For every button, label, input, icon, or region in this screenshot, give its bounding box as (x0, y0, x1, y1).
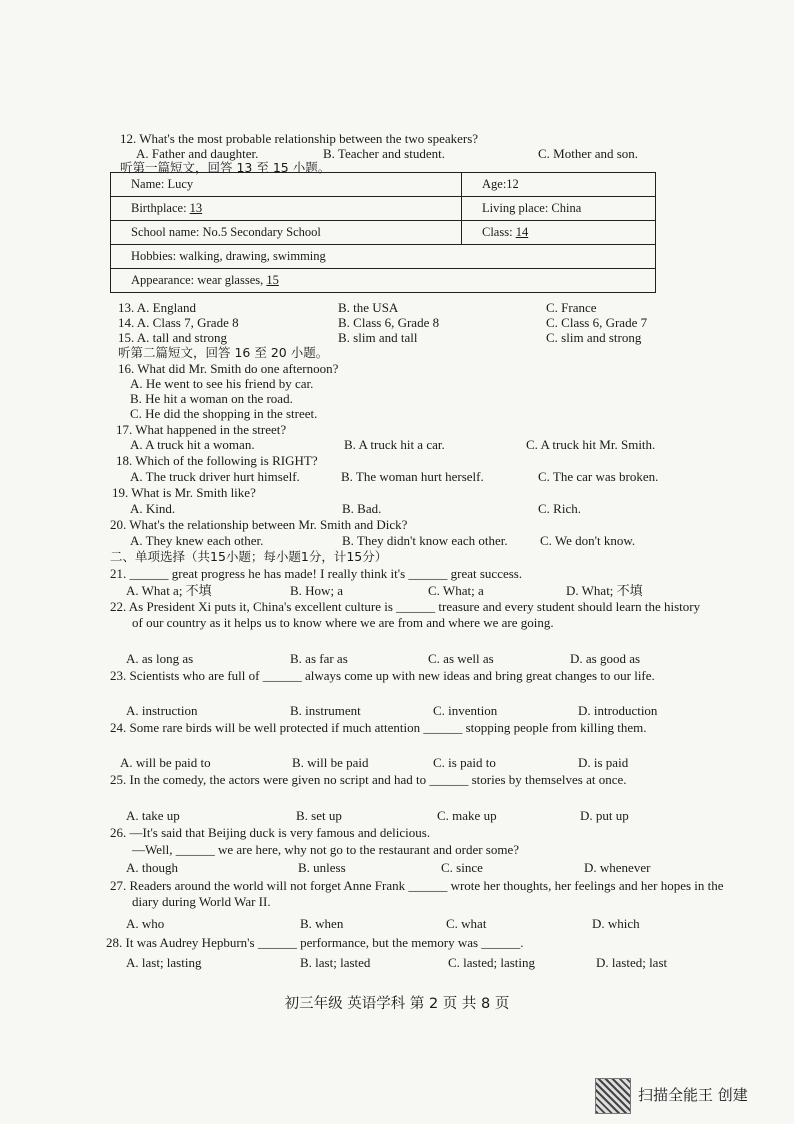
option-c: C. The car was broken. (538, 469, 659, 484)
question-16-option-b: B. He hit a woman on the road. (130, 391, 293, 406)
option-c: C. Mother and son. (538, 146, 639, 161)
option-b: B. when (300, 916, 344, 931)
option-c: C. invention (433, 703, 498, 718)
option-c: C. make up (437, 808, 497, 823)
question-28-stem: 28. It was Audrey Hepburn's ______ performance, but the memory was ______. (106, 935, 524, 950)
question-15-options (0, 330, 794, 346)
table-cell-appearance (111, 269, 656, 293)
class-label: Class: (482, 225, 516, 239)
question-25-options (0, 808, 794, 824)
question-26-stem-2: —Well, ______ we are here, why not go to the restaurant and order some? (132, 842, 520, 857)
option-c: C. What; a (428, 583, 484, 598)
option-b: B. How; a (290, 583, 344, 598)
option-a: A. instruction (126, 703, 198, 718)
table-cell-school: School name: No.5 Secondary School (111, 221, 462, 245)
option-a: A. will be paid to (120, 755, 211, 770)
option-b: B. Bad. (342, 501, 382, 516)
question-23-stem (110, 668, 712, 684)
question-27-options (0, 916, 794, 932)
question-14-options (0, 315, 794, 331)
option-a: 14. A. Class 7, Grade 8 (118, 315, 239, 330)
option-c: C. France (546, 300, 597, 315)
table-cell-name: Name: Lucy (111, 173, 462, 197)
option-a: A. They knew each other. (130, 533, 264, 548)
question-21-stem: 21. ______ great progress he has made! I really think it's ______ great success. (110, 566, 523, 581)
question-20-stem: 20. What's the relationship between Mr. Smith and Dick? (110, 517, 408, 532)
option-b: B. Teacher and student. (323, 146, 445, 161)
question-25-stem (110, 772, 732, 788)
option-b: B. will be paid (292, 755, 369, 770)
question-27-stem (110, 878, 738, 910)
option-b: B. The woman hurt herself. (341, 469, 484, 484)
question-20-options (0, 533, 794, 549)
question-17-options (0, 437, 794, 453)
option-c: C. Rich. (538, 501, 581, 516)
option-c: C. slim and strong (546, 330, 642, 345)
question-18-stem: 18. Which of the following is RIGHT? (116, 453, 318, 468)
option-a: A. as long as (126, 651, 194, 666)
option-c: C. Class 6, Grade 7 (546, 315, 648, 330)
table-cell-living: Living place: China (462, 197, 656, 221)
table-cell-birthplace (111, 197, 462, 221)
option-a: 15. A. tall and strong (118, 330, 228, 345)
question-26-options (0, 860, 794, 876)
option-a: A. A truck hit a woman. (130, 437, 255, 452)
option-c: C. since (441, 860, 483, 875)
option-a: A. who (126, 916, 165, 931)
option-c: C. is paid to (433, 755, 496, 770)
blank-13: 13 (189, 201, 203, 215)
question-22-options (0, 651, 794, 667)
question-24-stem (110, 720, 712, 736)
option-b: B. Class 6, Grade 8 (338, 315, 440, 330)
option-c: C. lasted; lasting (448, 955, 536, 970)
question-16-option-c: C. He did the shopping in the street. (130, 406, 318, 421)
option-d: D. as good as (570, 651, 641, 666)
option-b: B. slim and tall (338, 330, 418, 345)
option-c: C. as well as (428, 651, 494, 666)
option-c: C. A truck hit Mr. Smith. (526, 437, 656, 452)
question-23-text: 23. Scientists who are full of ______ always come up with new ideas and bring great changes to our life. (110, 668, 655, 683)
option-a: A. Kind. (130, 501, 176, 516)
page-footer: 初三年级 英语学科 第 2 页 共 8 页 (284, 996, 510, 1012)
question-12-stem: 12. What's the most probable relationship between the two speakers? (120, 131, 479, 146)
question-22-stem (110, 599, 701, 631)
question-19-stem: 19. What is Mr. Smith like? (112, 485, 256, 500)
scanner-qr-icon (595, 1078, 631, 1114)
option-c: C. what (446, 916, 487, 931)
question-16-stem: 16. What did Mr. Smith do one afternoon? (118, 361, 339, 376)
option-a: 13. A. England (118, 300, 196, 315)
section-2-instruction: 听第二篇短文，回答 16 至 20 小题。 (118, 345, 329, 360)
option-a: A. last; lasting (126, 955, 202, 970)
option-d: D. lasted; last (596, 955, 668, 970)
option-b: B. set up (296, 808, 342, 823)
option-b: B. instrument (290, 703, 361, 718)
option-d: D. What; 不填 (566, 583, 643, 598)
birthplace-label: Birthplace: (131, 201, 190, 215)
question-27-text: 27. Readers around the world will not forget Anne Frank ______ wrote her thoughts, her feelings and her hopes in the diary during World War II. (110, 878, 724, 909)
option-a: A. What a; 不填 (126, 583, 212, 598)
option-b: B. They didn't know each other. (342, 533, 508, 548)
question-13-options (0, 300, 794, 316)
blank-14: 14 (515, 225, 529, 239)
option-a: A. Father and daughter. (136, 146, 259, 161)
option-d: D. is paid (578, 755, 629, 770)
question-26-stem: 26. —It's said that Beijing duck is very famous and delicious. (110, 825, 431, 840)
question-17-stem: 17. What happened in the street? (116, 422, 287, 437)
option-b: B. A truck hit a car. (344, 437, 445, 452)
option-d: D. introduction (578, 703, 658, 718)
section-1-instruction: 听第一篇短文，回答 13 至 15 小题。 (120, 160, 331, 175)
table-cell-hobbies: Hobbies: walking, drawing, swimming (111, 245, 656, 269)
table-cell-class (462, 221, 656, 245)
question-23-options (0, 703, 794, 719)
scanner-watermark: 扫描全能王 创建 (638, 1086, 748, 1104)
option-d: D. whenever (584, 860, 651, 875)
option-a: A. though (126, 860, 178, 875)
appearance-label: Appearance: wear glasses, (131, 273, 267, 287)
option-b: B. last; lasted (300, 955, 371, 970)
option-d: D. which (592, 916, 640, 931)
question-21-options (0, 583, 794, 599)
part-2-heading: 二、单项选择（共15小题；每小题1分，计15分） (110, 549, 388, 564)
question-24-options (0, 755, 794, 771)
option-a: A. take up (126, 808, 180, 823)
option-a: A. The truck driver hurt himself. (130, 469, 300, 484)
option-b: B. unless (298, 860, 346, 875)
question-28-options (0, 955, 794, 971)
question-18-options (0, 469, 794, 485)
info-table (110, 172, 656, 293)
blank-15: 15 (266, 273, 279, 287)
question-16-option-a: A. He went to see his friend by car. (130, 376, 314, 391)
question-24-text: 24. Some rare birds will be well protected if much attention ______ stopping people from killing them. (110, 720, 647, 735)
option-d: D. put up (580, 808, 629, 823)
question-19-options (0, 501, 794, 517)
table-cell-age: Age:12 (462, 173, 656, 197)
option-b: B. as far as (290, 651, 348, 666)
option-c: C. We don't know. (540, 533, 636, 548)
option-b: B. the USA (338, 300, 399, 315)
question-25-text: 25. In the comedy, the actors were given no script and had to ______ stories by themselves at once. (110, 772, 627, 787)
question-22-text: 22. As President Xi puts it, China's excellent culture is ______ treasure and every student should learn the history of our country as it helps us to know where we are from and where we are going. (110, 599, 701, 630)
